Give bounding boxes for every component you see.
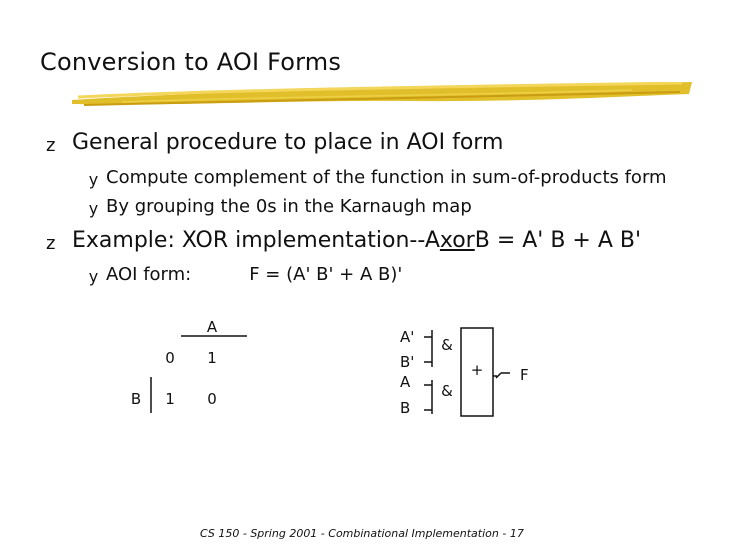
kmap-cell: 0 xyxy=(165,349,175,367)
aoi-gate-diagram xyxy=(390,318,550,428)
karnaugh-map xyxy=(120,310,270,422)
slide-footer: CS 150 - Spring 2001 - Combinational Implementation - 17 xyxy=(200,527,524,540)
kmap-cell: 0 xyxy=(207,390,217,408)
y-bullet-icon: y xyxy=(88,199,99,218)
bullet-xor-example xyxy=(46,228,641,253)
sub-bullet-compute-complement xyxy=(85,167,667,188)
slide-title: Conversion to AOI Forms xyxy=(40,48,342,76)
kmap-cell: 1 xyxy=(207,349,217,367)
gate-output-label: F xyxy=(520,366,529,384)
or-gate-symbol: + xyxy=(470,361,484,379)
gate-input-label: A xyxy=(400,373,411,391)
example-prefix: Example: XOR implementation--A xyxy=(72,228,440,253)
y-bullet-icon: y xyxy=(88,267,99,286)
z-bullet-icon: z xyxy=(46,135,56,156)
kmap-cell: 1 xyxy=(165,390,175,408)
kmap-column-variable: A xyxy=(206,318,218,336)
aoi-formula: F = (A' B' + A B)' xyxy=(249,264,403,285)
sub-bullet-text: By grouping the 0s in the Karnaugh map xyxy=(106,196,472,217)
sub-bullet-text: Compute complement of the function in sum-of-products form xyxy=(106,167,667,188)
bullet-general-procedure xyxy=(46,130,503,155)
gold-brush-underline xyxy=(72,82,692,110)
sub-bullet-grouping-zeros xyxy=(85,196,472,217)
gate-input-label: B xyxy=(400,399,411,417)
aoi-form-label: AOI form: xyxy=(106,264,192,285)
and-gate-symbol: & xyxy=(441,382,453,400)
and-gate-symbol: & xyxy=(441,336,453,354)
example-suffix: B = A' B + A B' xyxy=(474,228,642,253)
sub-bullet-aoi-form xyxy=(85,264,402,285)
gate-input-label: B' xyxy=(400,353,415,371)
gate-input-label: A' xyxy=(400,328,415,346)
kmap-row-variable: B xyxy=(130,390,142,408)
bullet-text: General procedure to place in AOI form xyxy=(72,130,504,155)
y-bullet-icon: y xyxy=(88,170,99,189)
xor-word: xor xyxy=(439,228,475,253)
z-bullet-icon: z xyxy=(46,233,56,254)
